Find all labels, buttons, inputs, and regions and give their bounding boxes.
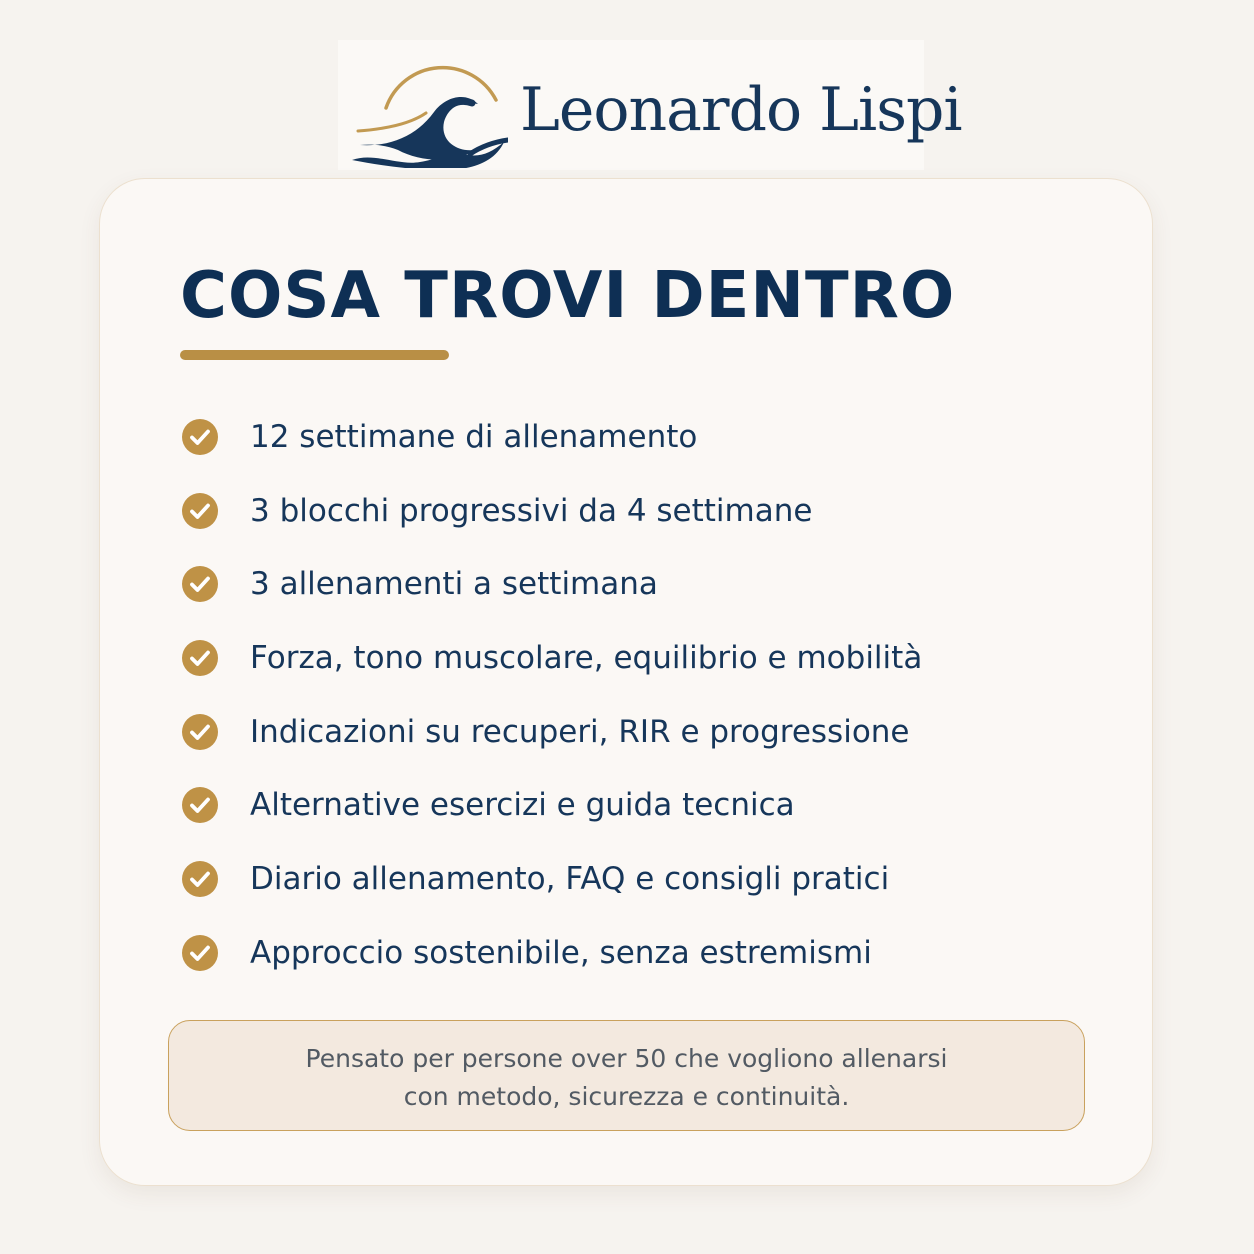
brand-name: Leonardo Lispi: [520, 75, 962, 145]
check-circle-icon: [182, 787, 218, 823]
title-underline: [180, 350, 449, 360]
feature-text: 3 allenamenti a settimana: [250, 566, 658, 603]
note-line-2: con metodo, sicurezza e continuità.: [403, 1082, 850, 1111]
feature-list: [180, 409, 1060, 999]
feature-item: [180, 556, 1060, 630]
check-circle-icon: [182, 714, 218, 750]
check-circle-icon: [182, 419, 218, 455]
feature-text: Diario allenamento, FAQ e consigli pratici: [250, 861, 890, 898]
feature-item: [180, 630, 1060, 704]
feature-text: 3 blocchi progressivi da 4 settimane: [250, 492, 813, 529]
feature-item: [180, 409, 1060, 483]
feature-text: Approccio sostenibile, senza estremismi: [250, 934, 872, 971]
feature-item: [180, 483, 1060, 557]
feature-text: Alternative esercizi e guida tecnica: [250, 787, 795, 824]
feature-item: [180, 777, 1060, 851]
brand-logo: [338, 40, 962, 170]
card-title: COSA TROVI DENTRO: [180, 259, 956, 333]
check-circle-icon: [182, 861, 218, 897]
feature-text: Indicazioni su recuperi, RIR e progressione: [250, 713, 910, 750]
feature-item: [180, 704, 1060, 778]
note-line-1: Pensato per persone over 50 che vogliono allenarsi: [305, 1044, 948, 1073]
feature-item: [180, 925, 1060, 999]
check-circle-icon: [182, 935, 218, 971]
feature-text: Forza, tono muscolare, equilibrio e mobilità: [250, 640, 923, 677]
check-circle-icon: [182, 566, 218, 602]
feature-text: 12 settimane di allenamento: [250, 419, 698, 455]
target-audience-note: [168, 1020, 1085, 1131]
check-circle-icon: [182, 640, 218, 676]
content-card: [99, 178, 1153, 1186]
feature-item: [180, 851, 1060, 925]
check-circle-icon: [182, 493, 218, 529]
wave-sun-logo-icon: [348, 50, 508, 168]
